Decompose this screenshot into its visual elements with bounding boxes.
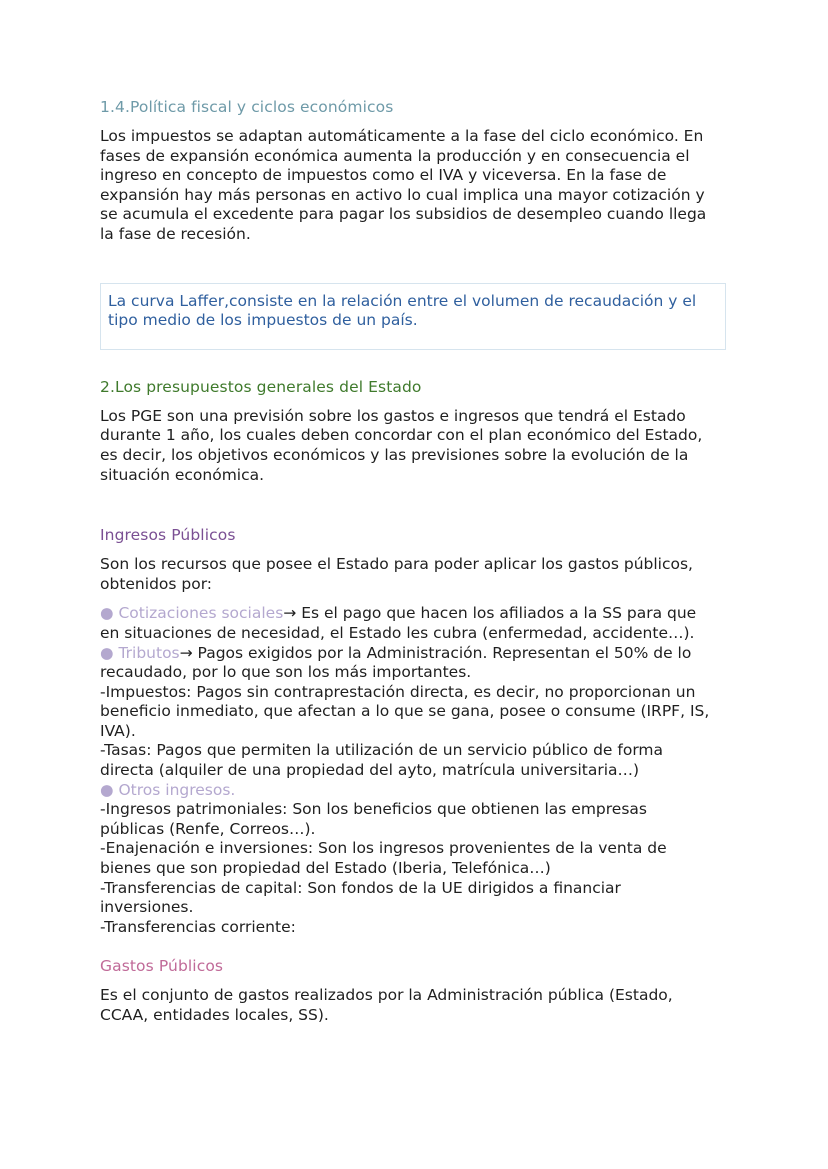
text-line: expansión hay más personas en activo lo cual implica una mayor cotización y: [100, 185, 705, 204]
label-cotizaciones: Cotizaciones sociales: [118, 604, 284, 623]
bullet-icon: ●: [100, 780, 114, 799]
text-line: -Transferencias de capital: Son fondos de la UE dirigidos a financiar: [100, 878, 621, 897]
list-item-tributos: [100, 644, 728, 664]
text-line: -Impuestos: Pagos sin contraprestación directa, es decir, no proporcionan un: [100, 682, 696, 701]
text-line: fases de expansión económica aumenta la producción y en consecuencia el: [100, 146, 690, 165]
text-line: recaudado, por lo que son los más importantes.: [100, 663, 472, 682]
text-line: Los impuestos se adaptan automáticamente a la fase del ciclo económico. En: [100, 127, 704, 145]
text-line: durante 1 año, los cuales deben concordar con el plan económico del Estado,: [100, 426, 703, 445]
text-line: obtenidos por:: [100, 574, 213, 593]
heading-presupuestos: 2.Los presupuestos generales del Estado: [100, 377, 422, 396]
text-line: beneficio inmediato, que afectan a lo que se gana, posee o consume (IRPF, IS,: [100, 702, 710, 721]
text-line: Los PGE son una previsión sobre los gastos e ingresos que tendrá el Estado: [100, 406, 686, 425]
text-line: se acumula el excedente para pagar los subsidios de desempleo cuando llega: [100, 205, 707, 224]
text-cotizaciones: → Es el pago que hacen los afiliados a la SS para que: [283, 604, 697, 623]
text-line: públicas (Renfe, Correos…).: [100, 819, 316, 838]
text-line: es decir, los objetivos económicos y las previsiones sobre la evolución de la: [100, 445, 689, 464]
text-line: tipo medio de los impuestos de un país.: [108, 311, 418, 330]
heading-ingresos-publicos: Ingresos Públicos: [100, 526, 236, 545]
text-line: Son los recursos que posee el Estado para poder aplicar los gastos públicos,: [100, 555, 693, 574]
text-line: -Ingresos patrimoniales: Son los beneficios que obtienen las empresas: [100, 800, 647, 819]
text-line: ingreso en concepto de impuestos como el IVA y viceversa. En la fase de: [100, 166, 667, 185]
paragraph-politica-fiscal: [100, 127, 728, 245]
document-page: [100, 96, 728, 1026]
paragraph-gastos: [100, 986, 728, 1025]
heading-gastos-publicos: Gastos Públicos: [100, 957, 224, 976]
text-line: IVA).: [100, 721, 136, 740]
list-ingresos: [100, 604, 728, 937]
bullet-icon: ●: [100, 643, 114, 662]
list-item-otros: [100, 781, 728, 801]
text-tributos: → Pagos exigidos por la Administración. Representan el 50% de lo: [179, 643, 692, 662]
text-line: bienes que son propiedad del Estado (Iberia, Telefónica…): [100, 859, 551, 878]
label-tributos: Tributos: [118, 643, 180, 662]
text-line: en situaciones de necesidad, el Estado les cubra (enfermedad, accidente…).: [100, 623, 695, 642]
text-line: -Tasas: Pagos que permiten la utilización de un servicio público de forma: [100, 741, 664, 760]
text-line: CCAA, entidades locales, SS).: [100, 1006, 329, 1024]
callout-text: [108, 292, 717, 331]
paragraph-ingresos-intro: [100, 555, 728, 594]
callout-laffer: [100, 283, 726, 350]
heading-politica-fiscal: 1.4.Política fiscal y ciclos económicos: [100, 98, 394, 116]
text-line: -Enajenación e inversiones: Son los ingresos provenientes de la venta de: [100, 839, 667, 858]
list-item-cotizaciones: [100, 604, 728, 624]
text-line: directa (alquiler de una propiedad del ayto, matrícula universitaria…): [100, 761, 640, 780]
text-line: inversiones.: [100, 898, 194, 917]
text-line: La curva Laffer,consiste en la relación entre el volumen de recaudación y el: [108, 291, 697, 310]
text-line: situación económica.: [100, 465, 265, 484]
paragraph-presupuestos: [100, 407, 728, 485]
text-line: Es el conjunto de gastos realizados por la Administración pública (Estado,: [100, 986, 673, 1005]
bullet-icon: ●: [100, 604, 114, 623]
text-line: -Transferencias corriente:: [100, 917, 296, 936]
label-otros: Otros ingresos.: [118, 780, 236, 799]
text-line: la fase de recesión.: [100, 224, 251, 243]
